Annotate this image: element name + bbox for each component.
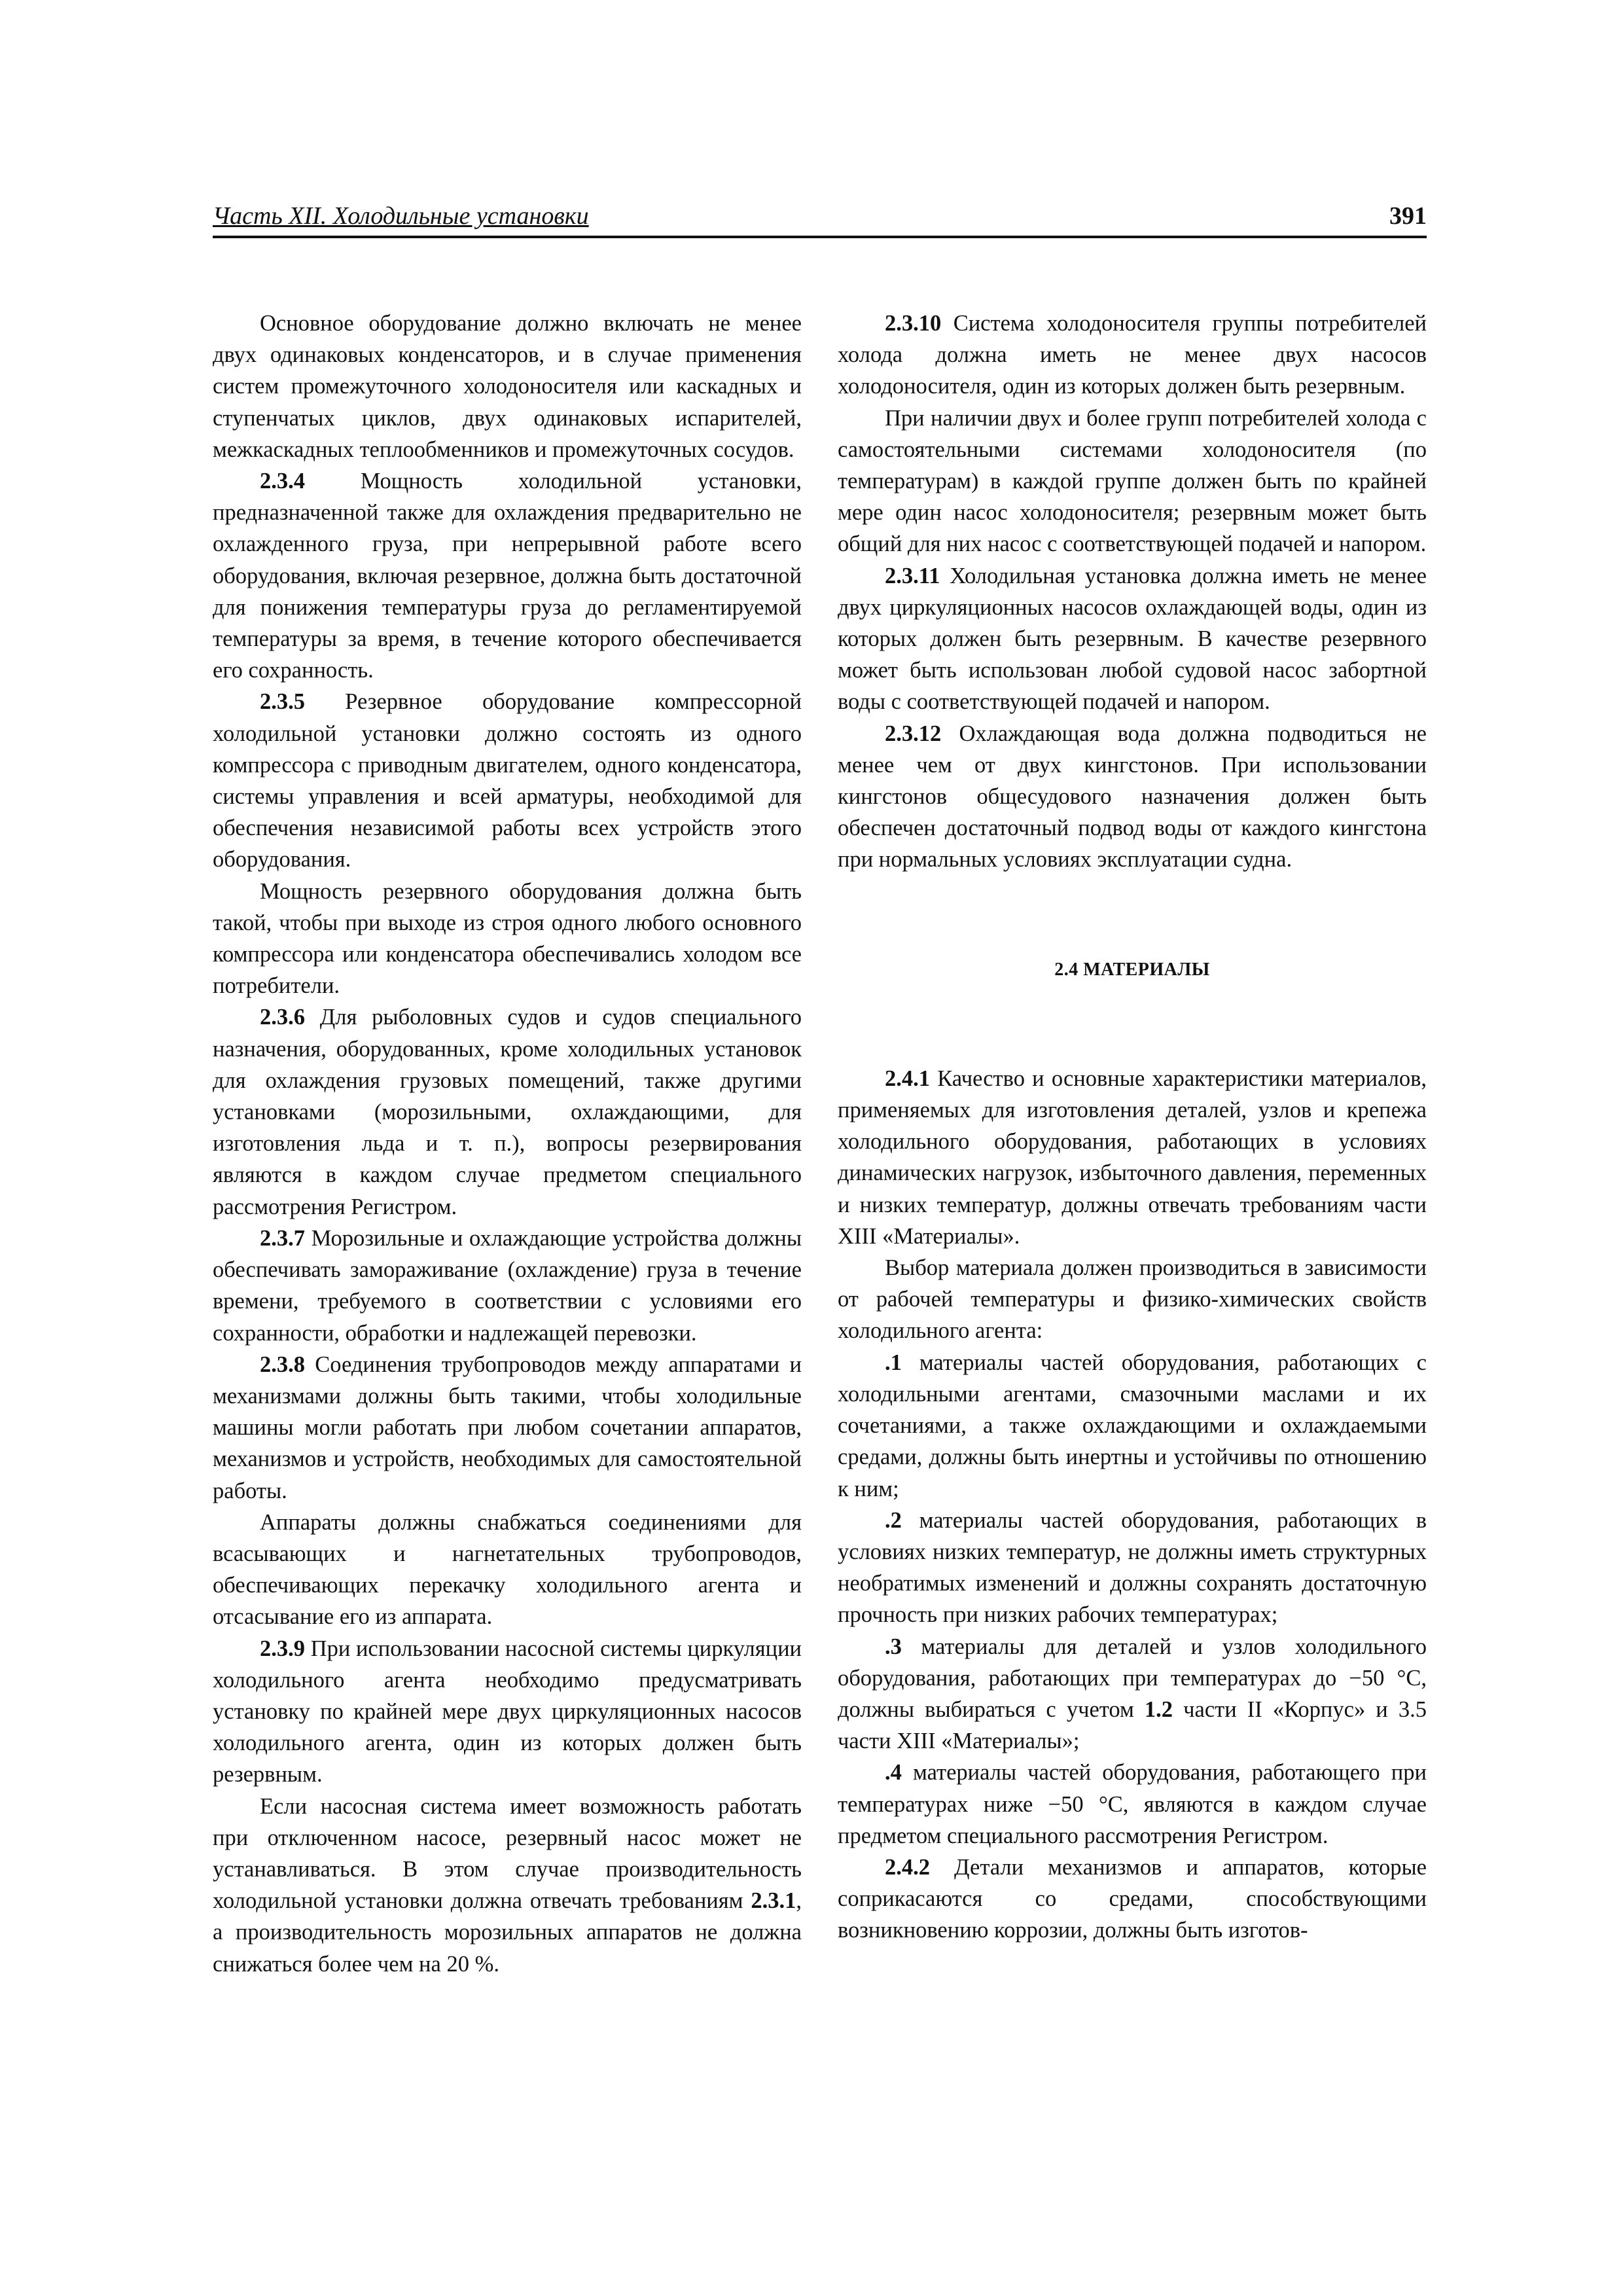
- clause-number: 2.3.7: [260, 1225, 305, 1251]
- right-column: [838, 308, 1427, 1946]
- clause-2-3-6: 2.3.6 Для рыболовных судов и судов специального назначения, оборудованных, кроме холодильных установок для охлаждения грузовых помещений, также другими установками (морозильными, охлаждающими, для изготовления льда и т. п.), вопросы резервирования являются в каждом случае предметом специального рассмотрения Регистром.: [213, 1005, 802, 1219]
- clause-number: 2.4.2: [885, 1854, 930, 1880]
- clause-number: 2.3.9: [260, 1636, 305, 1661]
- clause-2-3-11: 2.3.11 Холодильная установка должна иметь не менее двух циркуляционных насосов охлаждающей воды, один из которых должен быть резервным. В качестве резервного может быть использован любой судовой насос забортной воды с соответствующей подачей и напором.: [838, 563, 1427, 715]
- clause-2-3-9: 2.3.9 При использовании насосной системы циркуляции холодильного агента необходимо предусматривать установку по крайней мере двух циркуляционных насосов холодильного агента, один из которых должен быть резервным.: [213, 1636, 802, 1787]
- item-number: .4: [885, 1760, 902, 1785]
- page-number: 391: [1389, 202, 1427, 230]
- paragraph: При наличии двух и более групп потребителей холода с самостоятельными системами холодоносителя (по температурам) в каждой группе должен быть по крайней мере один насос холодоносителя; резервным может быть общий для них насос с соответствующей подачей и напором.: [838, 405, 1427, 557]
- page-header: [213, 196, 1427, 238]
- clause-number: 2.3.11: [885, 563, 940, 588]
- clause-number: 2.3.5: [260, 689, 305, 715]
- clause-reference: 1.2: [1144, 1696, 1173, 1722]
- clause-reference: 2.3.1: [751, 1888, 796, 1914]
- list-item-3: .3 материалы для деталей и узлов холодильного оборудования, работающих при температурах до −50 °С, должны выбираться с учетом 1.2 части II «Корпус» и 3.5 части XIII «Материалы»;: [838, 1634, 1427, 1754]
- list-item-1: .1 материалы частей оборудования, работающих с холодильными агентами, смазочными маслами и их сочетаниями, а также охлаждающими и охлаждаемыми средами, должны быть инертны и устойчивы по отношению к ним;: [838, 1350, 1427, 1501]
- list-item-4: .4 материалы частей оборудования, работающего при температурах ниже −50 °С, являются в каждом случае предметом специального рассмотрения Регистром.: [838, 1760, 1427, 1848]
- clause-number: 2.3.10: [885, 311, 942, 336]
- paragraph: Основное оборудование должно включать не менее двух одинаковых конденсаторов, и в случае применения систем промежуточного холодоносителя или каскадных и ступенчатых циклов, двух одинаковых испарителей, межкаскадных теплообменников и промежуточных сосудов.: [213, 311, 802, 462]
- clause-number: 2.3.8: [260, 1352, 305, 1377]
- paragraph: Выбор материала должен производиться в зависимости от рабочей температуры и физико-химических свойств холодильного агента:: [838, 1255, 1427, 1344]
- running-title: Часть XII. Холодильные установки: [213, 202, 589, 230]
- clause-number: 2.3.12: [885, 721, 942, 746]
- clause-2-4-1: 2.4.1 Качество и основные характеристики материалов, применяемых для изготовления деталей, узлов и крепежа холодильного оборудования, работающих в условиях динамических нагрузок, избыточного давления, переменных и низких температур, должны отвечать требованиям части XIII «Материалы».: [838, 1066, 1427, 1249]
- item-number: .1: [885, 1350, 902, 1375]
- clause-2-4-2: 2.4.2 Детали механизмов и аппаратов, которые соприкасаются со средами, способствующими возникновению коррозии, должны быть изготов-: [838, 1854, 1427, 1943]
- paragraph: Мощность резервного оборудования должна быть такой, чтобы при выходе из строя одного любого основного компрессора или конденсатора обеспечивались холодом все потребители.: [213, 878, 802, 999]
- paragraph: Аппараты должны снабжаться соединениями для всасывающих и нагнетательных трубопроводов, обеспечивающих перекачку холодильного агента и отсасывание его из аппарата.: [213, 1509, 802, 1630]
- clause-2-3-12: 2.3.12 Охлаждающая вода должна подводиться не менее чем от двух кингстонов. При использовании кингстонов общесудового назначения должен быть обеспечен достаточный подвод воды от каждого кингстона при нормальных условиях эксплуатации судна.: [838, 721, 1427, 872]
- clause-number: 2.4.1: [885, 1066, 930, 1091]
- item-number: .2: [885, 1507, 902, 1533]
- left-column: [213, 308, 802, 1980]
- clause-2-3-10: 2.3.10 Система холодоносителя группы потребителей холода должна иметь не менее двух насосов холодоносителя, один из которых должен быть резервным.: [838, 311, 1427, 399]
- clause-2-3-7: 2.3.7 Морозильные и охлаждающие устройства должны обеспечивать замораживание (охлаждение) груза в течение времени, требуемого в соответствии с условиями его сохранности, обработки и надлежащей перевозки.: [213, 1225, 802, 1346]
- clause-2-3-8: 2.3.8 Соединения трубопроводов между аппаратами и механизмами должны быть такими, чтобы холодильные машины могли работать при любом сочетании аппаратов, механизмов и устройств, необходимых для самостоятельной работы.: [213, 1352, 802, 1503]
- clause-number: 2.3.6: [260, 1005, 305, 1030]
- clause-2-3-5: 2.3.5 Резервное оборудование компрессорной холодильной установки должно состоять из одного компрессора с приводным двигателем, одного конденсатора, системы управления и всей арматуры, необходимой для обеспечения независимой работы всех устройств этого оборудования.: [213, 689, 802, 872]
- section-heading: 2.4 МАТЕРИАЛЫ: [1054, 959, 1210, 980]
- list-item-2: .2 материалы частей оборудования, работающих в условиях низких температур, не должны иметь структурных необратимых изменений и должны сохранять достаточную прочность при низких рабочих температурах;: [838, 1507, 1427, 1628]
- clause-number: 2.3.4: [260, 469, 305, 494]
- item-number: .3: [885, 1634, 902, 1659]
- paragraph: Если насосная система имеет возможность работать при отключенном насосе, резервный насос может не устанавливаться. В этом случае производительность холодильной установки должна отвечать требованиям 2.3.1, а производительность морозильных аппаратов не должна снижаться более чем на 20 %.: [213, 1793, 802, 1977]
- clause-2-3-4: 2.3.4 Мощность холодильной установки, предназначенной также для охлаждения предварительно не охлажденного груза, при непрерывной работе всего оборудования, включая резервное, должна быть достаточной для понижения температуры груза до регламентируемой температуры за время, в течение которого обеспечивается его сохранность.: [213, 469, 802, 683]
